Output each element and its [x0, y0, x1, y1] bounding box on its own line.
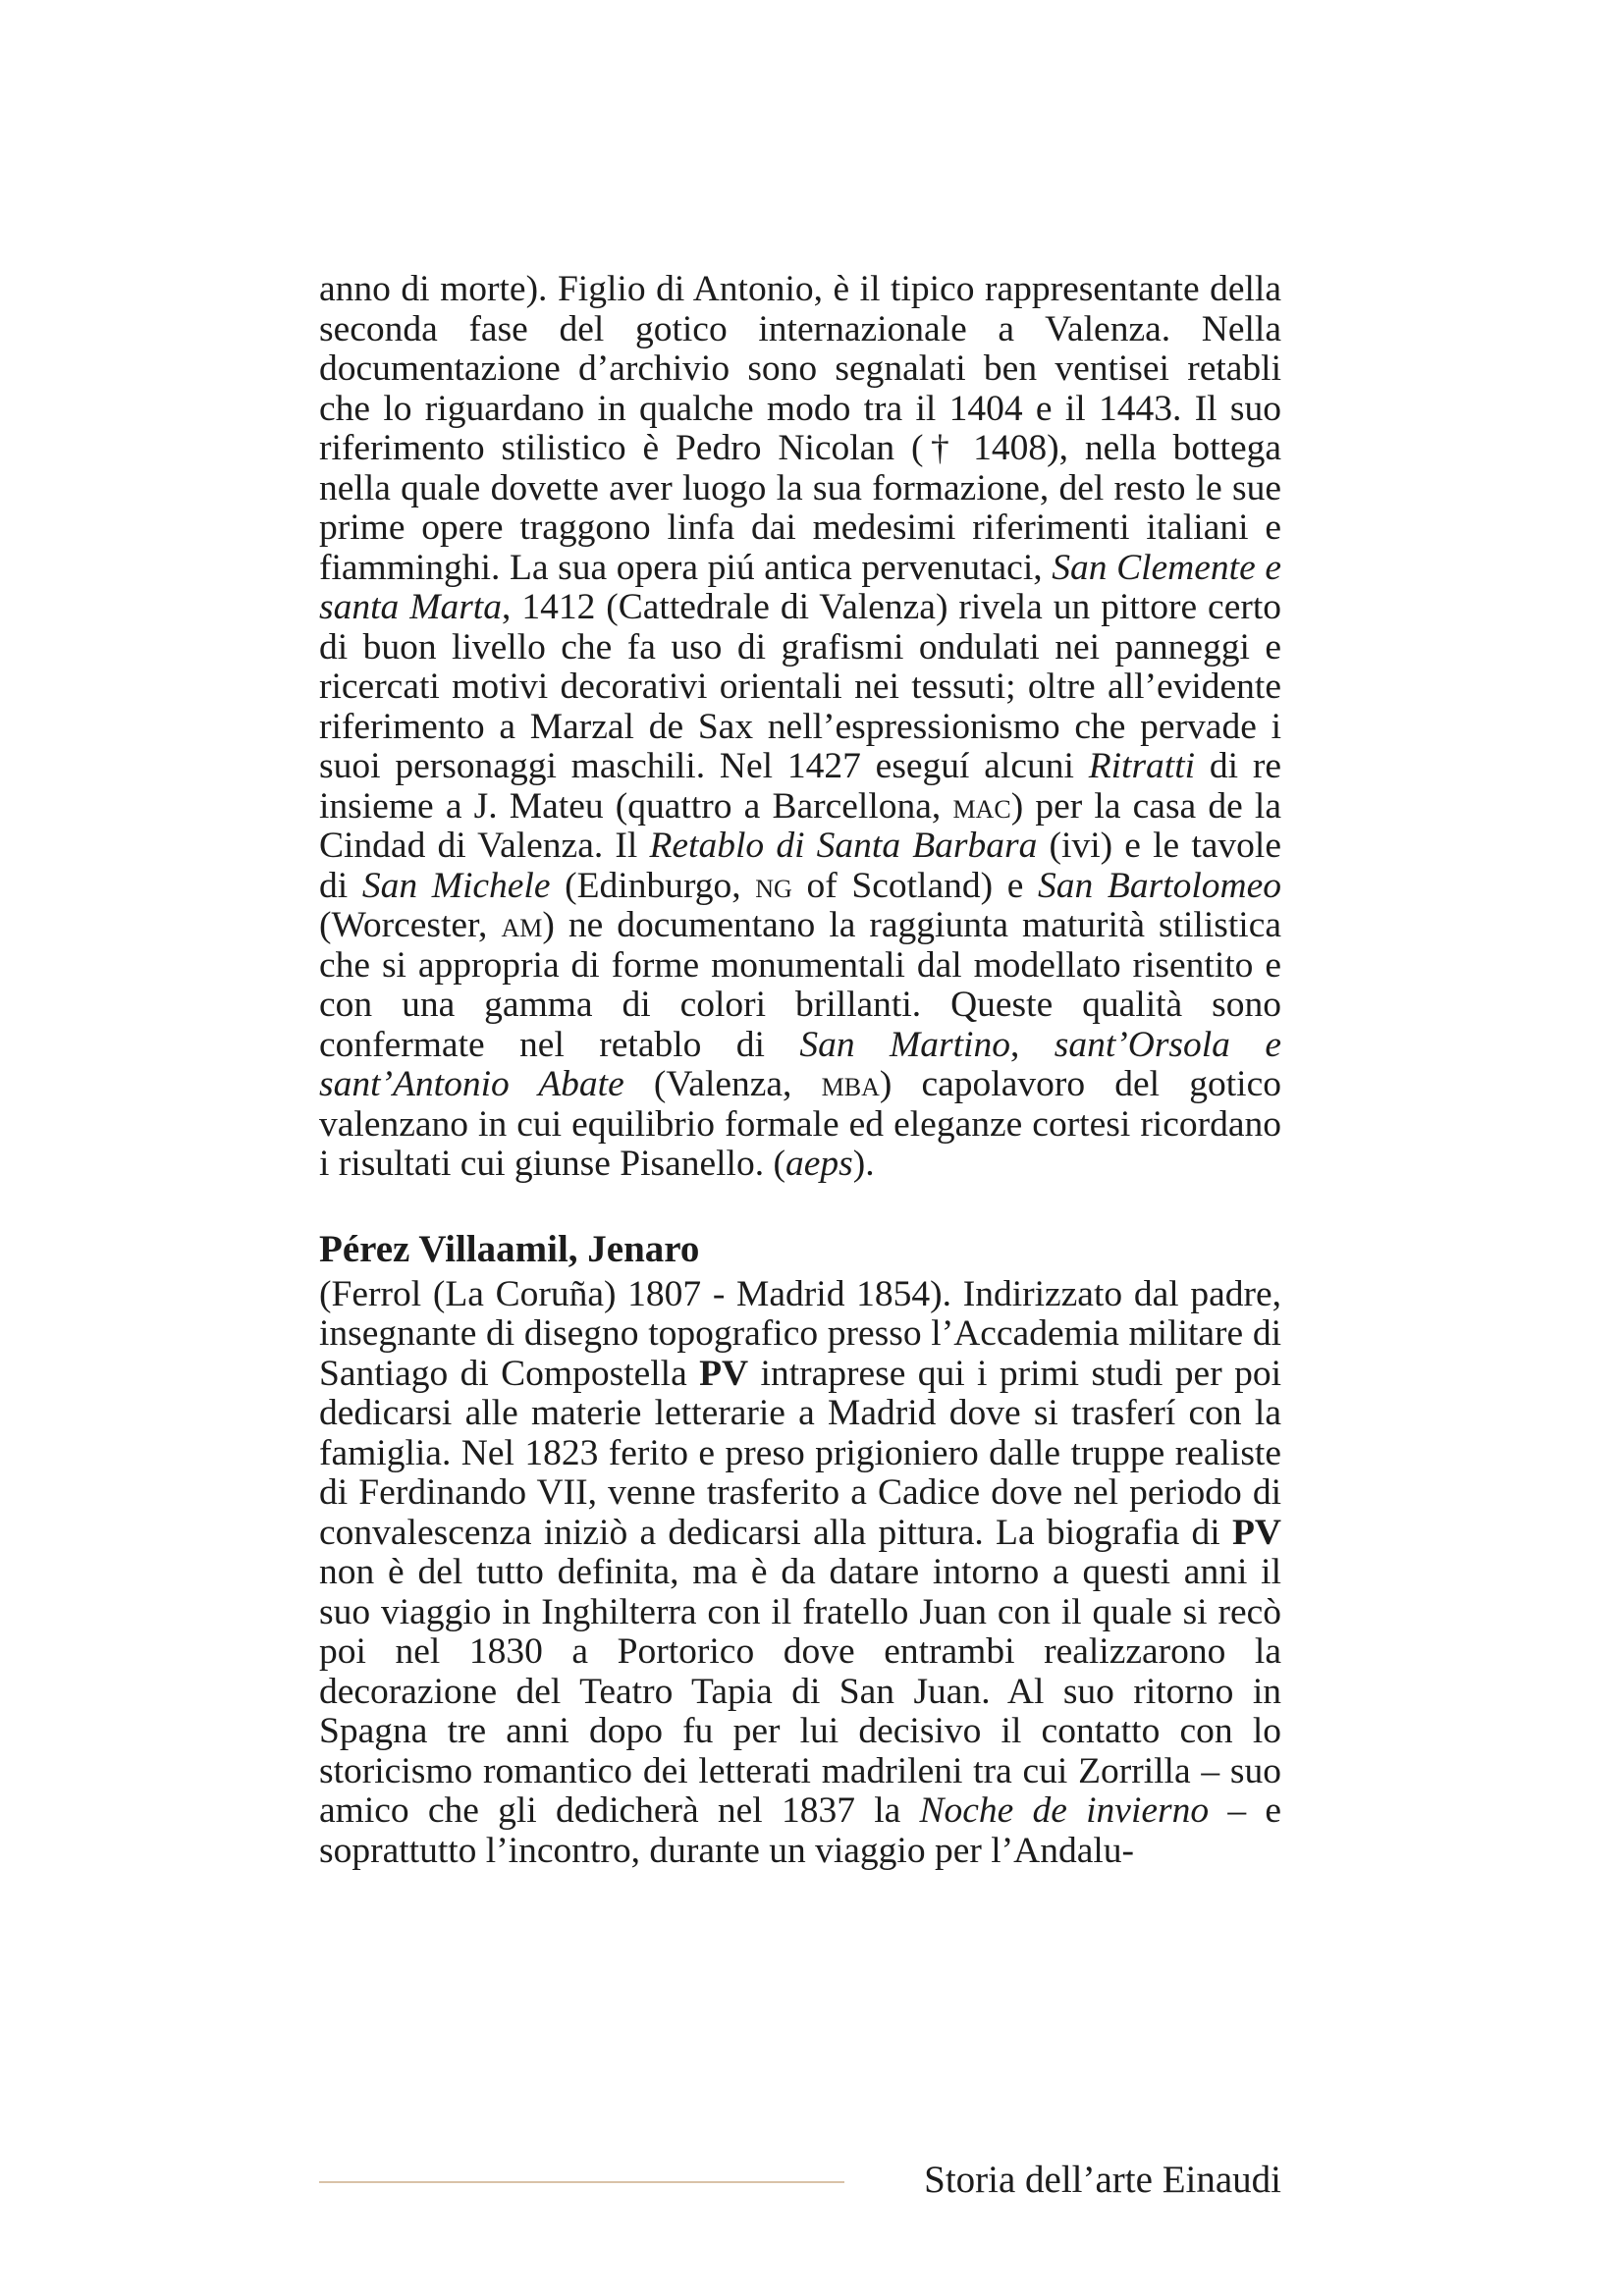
museum-abbreviation: am	[501, 905, 543, 945]
italic-title: sant’Orsola e sant’Antonio Abate	[319, 1024, 1281, 1104]
entry-heading: Pérez Villaamil, Jenaro	[319, 1227, 700, 1270]
italic-title: aeps	[784, 1144, 853, 1184]
italic-title: Noche de invierno	[919, 1790, 1210, 1831]
artist-initials: PV	[699, 1353, 749, 1394]
italic-title: Retablo di Santa Barbara	[649, 826, 1038, 866]
italic-title: San Michele	[361, 865, 551, 906]
footer-title: Storia dell’arte Einaudi	[924, 2159, 1281, 2201]
text-column	[319, 270, 1281, 1871]
entry-body-paragraph: (Ferrol (La Coruña) 1807 - Madrid 1854). Indirizzato dal padre, insegnante di disegno topografico presso l’Accademia militare di Santiago di Compostella PV intraprese qui i primi studi per poi dedicarsi alle materie letterarie a Madrid dove si trasferí con la famiglia. Nel 1823 ferito e preso prigioniero dalle truppe realiste di Ferdinando VII, venne trasferito a Cadice dove nel periodo di convalescenza iniziò a dedicarsi alla pittura. La biografia di PV non è del tutto definita, ma è da datare intorno a questi anni il suo viaggio in Inghilterra con il fratello Juan con il quale si recò poi nel 1830 a Portorico dove entrambi realizzarono la decorazione del Teatro Tapia di San Juan. Al suo ritorno in Spagna tre anni dopo fu per lui decisivo il contatto con lo storicismo romantico dei letterati madrileni tra cui Zorrilla – suo amico che gli dedicherà nel 1837 la Noche de invierno – e soprattutto l’incontro, durante un viaggio per l’Andalu-	[319, 1273, 1281, 1871]
entry-continuation-paragraph: anno di morte). Figlio di Antonio, è il tipico rappresentante della seconda fase del gotico internazionale a Valenza. Nella documentazione d’archivio sono segnalati ben ventisei retabli che lo riguardano in qualche modo tra il 1404 e il 1443. Il suo riferimento stilistico è Pedro Nicolan († 1408), nella bottega nella quale dovette aver luogo la sua formazione, del resto le sue prime opere traggono linfa dai medesimi riferimenti italiani e fiamminghi. La sua opera piú antica pervenutaci, San Clemente e santa Marta, 1412 (Cattedrale di Valenza) rivela un pittore certo di buon livello che fa uso di grafismi ondulati nei panneggi e ricercati motivi decorativi orientali nei tessuti; oltre all’evidente riferimento a Marzal de Sax nell’espressionismo che pervade i suoi personaggi maschili. Nel 1427 eseguí alcuni Ritratti di re insieme a J. Mateu (quattro a Barcellona, mac) per la casa de la Cindad di Valenza. Il Retablo di Santa Barbara (ivi) e le tavole di San Michele (Edinburgo, ng of Scotland) e San Bartolomeo (Worcester, am) ne documentano la raggiunta maturità stilistica che si appropria di forme monumentali dal modellato risentito e con una gamma di colori brillanti. Queste qualità sono confermate nel retablo di San Martino, sant’Orsola e sant’Antonio Abate (Valenza, mba) capolavoro del gotico valenzano in cui equilibrio formale ed eleganze cortesi ricordano i risultati cui giunse Pisanello. (aeps).	[319, 269, 1281, 1184]
artist-initials: PV	[1232, 1512, 1281, 1553]
italic-title: Ritratti	[1088, 746, 1196, 786]
italic-title: San Bartolomeo	[1038, 865, 1281, 906]
italic-title: San Martino	[799, 1024, 1010, 1065]
italic-title: San Clemente e santa Marta	[319, 547, 1281, 627]
museum-abbreviation: ng	[755, 865, 792, 906]
footer-rule	[319, 2181, 844, 2183]
museum-abbreviation: mac	[952, 785, 1011, 827]
museum-abbreviation: mba	[821, 1064, 880, 1104]
